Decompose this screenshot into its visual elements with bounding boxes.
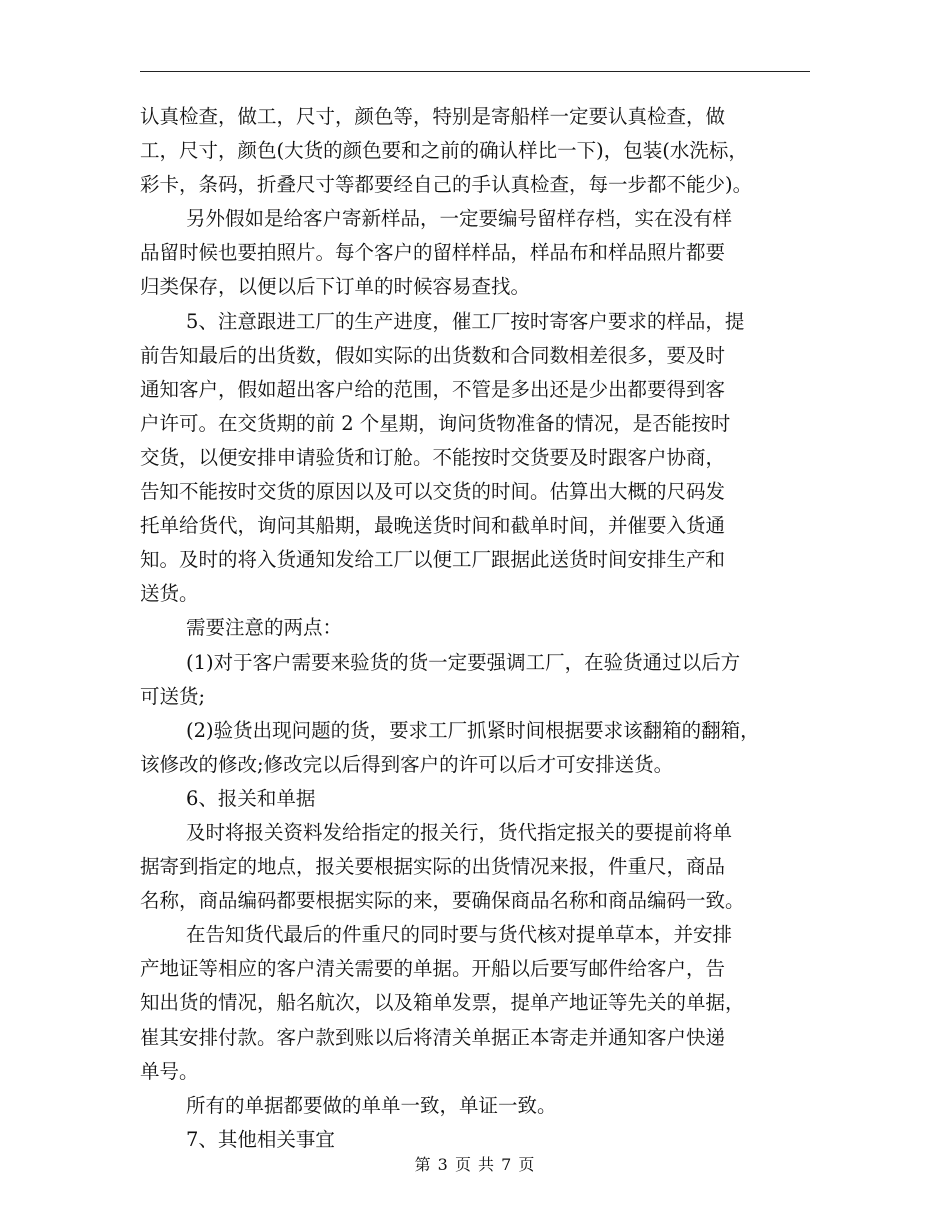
text-line: 该修改的修改;修改完以后得到客户的许可以后才可安排送货。 xyxy=(140,752,674,776)
paragraph-first-line: 5、注意跟进工厂的生产进度，催工厂按时寄客户要求的样品，提 xyxy=(186,309,745,333)
text-line: 归类保存，以便以后下订单的时候容易查找。 xyxy=(140,275,531,299)
page-number-footer: 第 3 页 共 7 页 xyxy=(414,1155,536,1174)
text-line: 单号。 xyxy=(140,1059,199,1083)
text-line: 品留时候也要拍照片。每个客户的留样样品，样品布和样品照片都要 xyxy=(140,241,726,265)
text-line: 彩卡，条码，折叠尺寸等都要经自己的手认真检查，每一步都不能少)。 xyxy=(140,173,753,197)
section-heading: 6、报关和单据 xyxy=(186,786,316,810)
paragraph-first-line: 另外假如是给客户寄新样品，一定要编号留样存档，实在没有样 xyxy=(186,207,733,231)
text-line: 产地证等相应的客户清关需要的单据。开船以后要写邮件给客户，告 xyxy=(140,957,726,981)
header-rule xyxy=(140,71,810,72)
text-line: 工，尺寸，颜色(大货的颜色要和之前的确认样比一下)，包装(水洗标， xyxy=(140,139,748,163)
document-body xyxy=(140,100,820,1157)
paragraph-first-line: 及时将报关资料发给指定的报关行，货代指定报关的要提前将单 xyxy=(186,820,733,844)
text-line: 崔其安排付款。客户款到账以后将清关单据正本寄走并通知客户快递 xyxy=(140,1025,726,1049)
paragraph-first-line: 所有的单据都要做的单单一致，单证一致。 xyxy=(186,1093,557,1117)
section-heading: 7、其他相关事宜 xyxy=(186,1127,335,1151)
paragraph-first-line: (1)对于客户需要来验货的货一定要强调工厂，在验货通过以后方 xyxy=(186,650,741,674)
text-line: 认真检查，做工，尺寸，颜色等，特别是寄船样一定要认真检查，做 xyxy=(140,105,726,128)
text-line: 通知客户，假如超出客户给的范围，不管是多出还是少出都要得到客 xyxy=(140,377,726,401)
text-line: 可送货; xyxy=(140,684,206,708)
text-line: 送货。 xyxy=(140,582,199,606)
text-line: 前告知最后的出货数，假如实际的出货数和合同数相差很多，要及时 xyxy=(140,343,726,367)
text-line: 告知不能按时交货的原因以及可以交货的时间。估算出大概的尺码发 xyxy=(140,480,726,504)
text-line: 据寄到指定的地点，报关要根据实际的出货情况来报，件重尺，商品 xyxy=(140,855,726,879)
paragraph-first-line: 需要注意的两点： xyxy=(186,616,343,640)
paragraph-first-line: 在告知货代最后的件重尺的同时要与货代核对提单草本，并安排 xyxy=(186,923,733,947)
text-line: 名称，商品编码都要根据实际的来，要确保商品名称和商品编码一致。 xyxy=(140,889,745,913)
text-line: 知。及时的将入货通知发给工厂以便工厂跟据此送货时间安排生产和 xyxy=(140,548,726,572)
text-line: 户许可。在交货期的前 2 个星期，询问货物准备的情况，是否能按时 xyxy=(140,411,731,435)
text-line: 托单给货代，询问其船期，最晚送货时间和截单时间，并催要入货通 xyxy=(140,514,726,538)
text-line: 知出货的情况，船名航次，以及箱单发票，提单产地证等先关的单据， xyxy=(140,991,745,1015)
text-line: 交货，以便安排申请验货和订舱。不能按时交货要及时跟客户协商， xyxy=(140,445,726,469)
paragraph-first-line: (2)验货出现问题的货，要求工厂抓紧时间根据要求该翻箱的翻箱， xyxy=(186,718,760,742)
